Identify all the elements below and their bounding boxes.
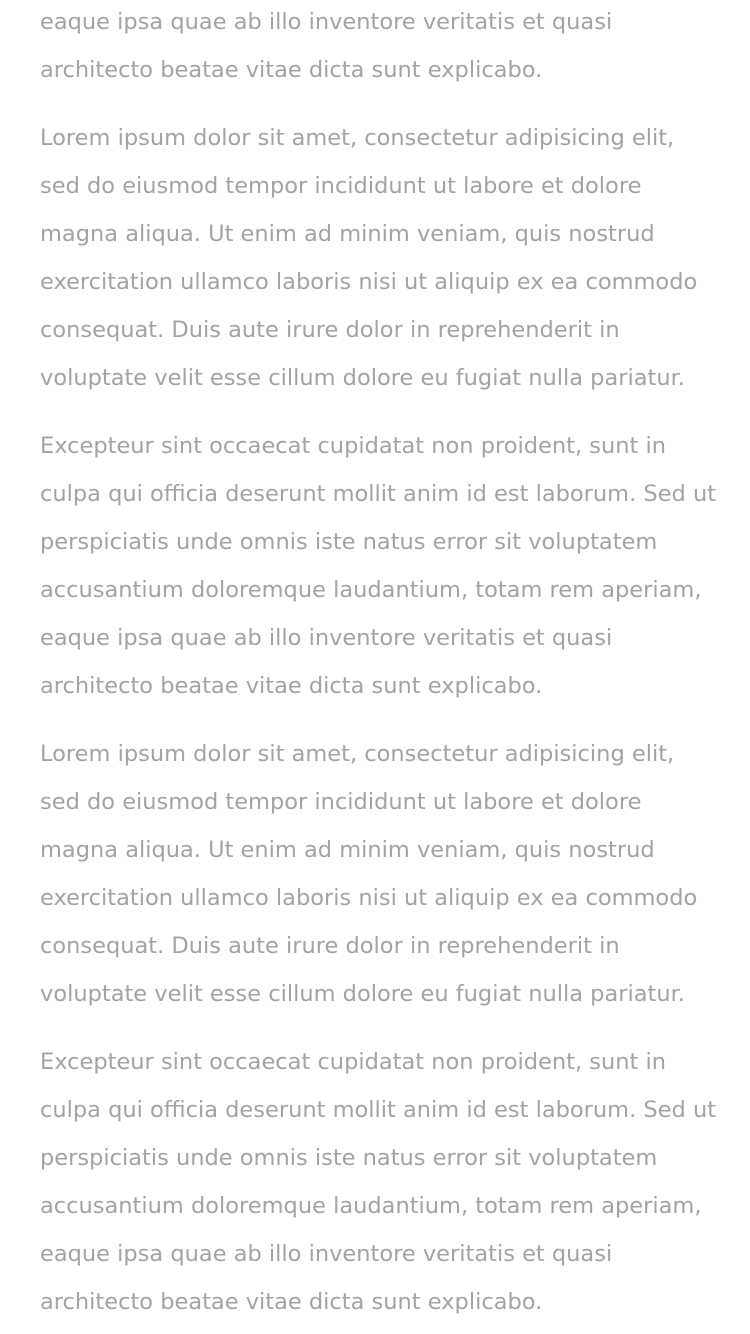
paragraph bbox=[40, 730, 720, 1018]
article-body bbox=[40, 0, 720, 1326]
text-line: architecto beatae vitae dicta sunt explicabo. bbox=[40, 1289, 543, 1315]
text-line: sed do eiusmod tempor incididunt ut labore et dolore bbox=[40, 789, 642, 815]
text-line: perspiciatis unde omnis iste natus error sit voluptatem bbox=[40, 529, 658, 555]
paragraph bbox=[40, 0, 720, 94]
text-line: architecto beatae vitae dicta sunt explicabo. bbox=[40, 673, 543, 699]
text-line: perspiciatis unde omnis iste natus error sit voluptatem bbox=[40, 1145, 658, 1171]
text-line: Lorem ipsum dolor sit amet, consectetur adipisicing elit, bbox=[40, 125, 675, 151]
paragraph-gap bbox=[40, 1018, 720, 1038]
text-line: eaque ipsa quae ab illo inventore veritatis et quasi bbox=[40, 625, 613, 651]
paragraph bbox=[40, 114, 720, 402]
text-line: voluptate velit esse cillum dolore eu fugiat nulla pariatur. bbox=[40, 365, 685, 391]
paragraph bbox=[40, 1038, 720, 1326]
text-line: accusantium doloremque laudantium, totam rem aperiam, bbox=[40, 577, 702, 603]
text-line: eaque ipsa quae ab illo inventore veritatis et quasi bbox=[40, 1241, 613, 1267]
paragraph bbox=[40, 422, 720, 710]
text-line: Lorem ipsum dolor sit amet, consectetur adipisicing elit, bbox=[40, 741, 675, 767]
text-line: consequat. Duis aute irure dolor in reprehenderit in bbox=[40, 317, 620, 343]
text-line: architecto beatae vitae dicta sunt explicabo. bbox=[40, 57, 543, 83]
paragraph-gap bbox=[40, 94, 720, 114]
paragraph-gap bbox=[40, 710, 720, 730]
text-line: eaque ipsa quae ab illo inventore veritatis et quasi bbox=[40, 9, 613, 35]
text-line: exercitation ullamco laboris nisi ut aliquip ex ea commodo bbox=[40, 269, 698, 295]
text-line: magna aliqua. Ut enim ad minim veniam, quis nostrud bbox=[40, 837, 655, 863]
paragraph-gap bbox=[40, 402, 720, 422]
text-line: magna aliqua. Ut enim ad minim veniam, quis nostrud bbox=[40, 221, 655, 247]
text-line: culpa qui officia deserunt mollit anim id est laborum. Sed ut bbox=[40, 1097, 717, 1123]
text-line: consequat. Duis aute irure dolor in reprehenderit in bbox=[40, 933, 620, 959]
text-line: Excepteur sint occaecat cupidatat non proident, sunt in bbox=[40, 433, 666, 459]
text-line: culpa qui officia deserunt mollit anim id est laborum. Sed ut bbox=[40, 481, 717, 507]
text-line: accusantium doloremque laudantium, totam rem aperiam, bbox=[40, 1193, 702, 1219]
text-line: exercitation ullamco laboris nisi ut aliquip ex ea commodo bbox=[40, 885, 698, 911]
text-line: Excepteur sint occaecat cupidatat non proident, sunt in bbox=[40, 1049, 666, 1075]
text-line: voluptate velit esse cillum dolore eu fugiat nulla pariatur. bbox=[40, 981, 685, 1007]
text-line: sed do eiusmod tempor incididunt ut labore et dolore bbox=[40, 173, 642, 199]
